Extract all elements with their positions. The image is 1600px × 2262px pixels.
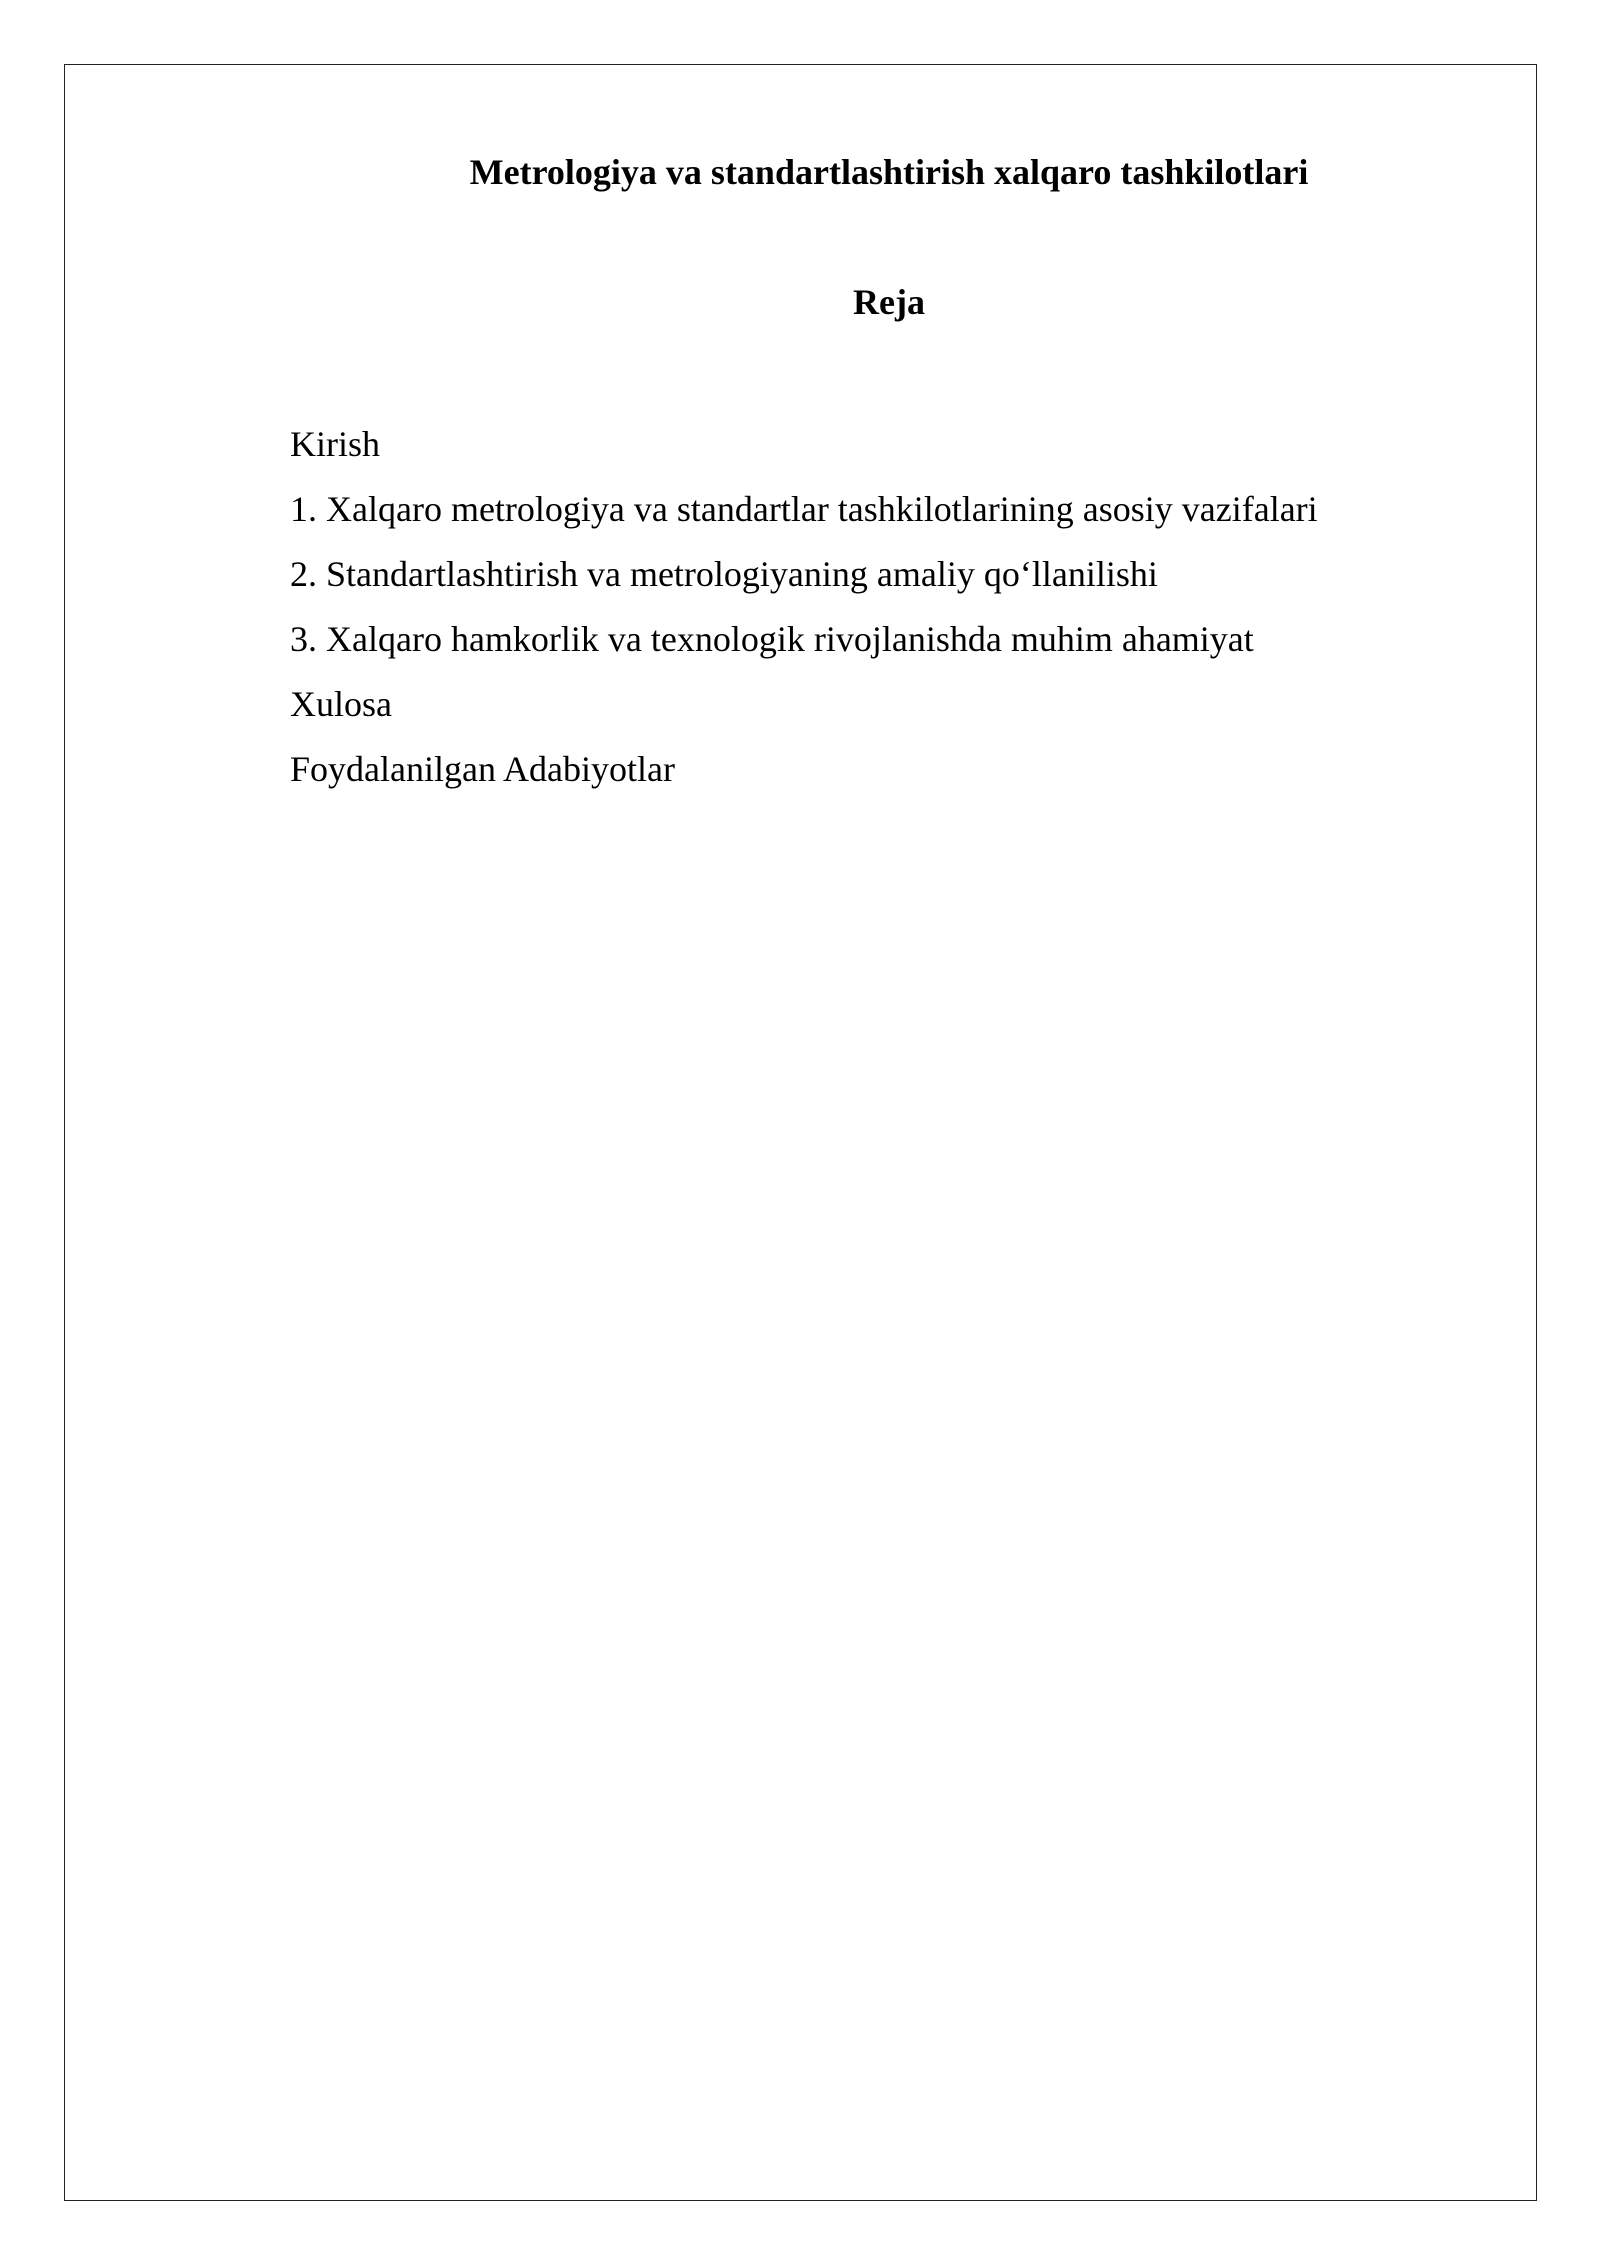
plan-list: [290, 412, 1318, 802]
plan-item-references: Foydalanilgan Adabiyotlar: [290, 749, 675, 789]
plan-heading: Reja: [853, 282, 925, 322]
plan-item-section-3: 3. Xalqaro hamkorlik va texnologik rivojlanishda muhim ahamiyat: [290, 619, 1254, 659]
plan-item-section-2: 2. Standartlashtirish va metrologiyaning amaliy qo‘llanilishi: [290, 554, 1158, 594]
page-border: [64, 64, 1537, 2201]
plan-item-introduction: Kirish: [290, 424, 380, 464]
document-title: Metrologiya va standartlashtirish xalqaro tashkilotlari: [469, 152, 1309, 192]
plan-item-section-1: 1. Xalqaro metrologiya va standartlar tashkilotlarining asosiy vazifalari: [290, 489, 1318, 529]
plan-item-conclusion: Xulosa: [290, 684, 392, 724]
